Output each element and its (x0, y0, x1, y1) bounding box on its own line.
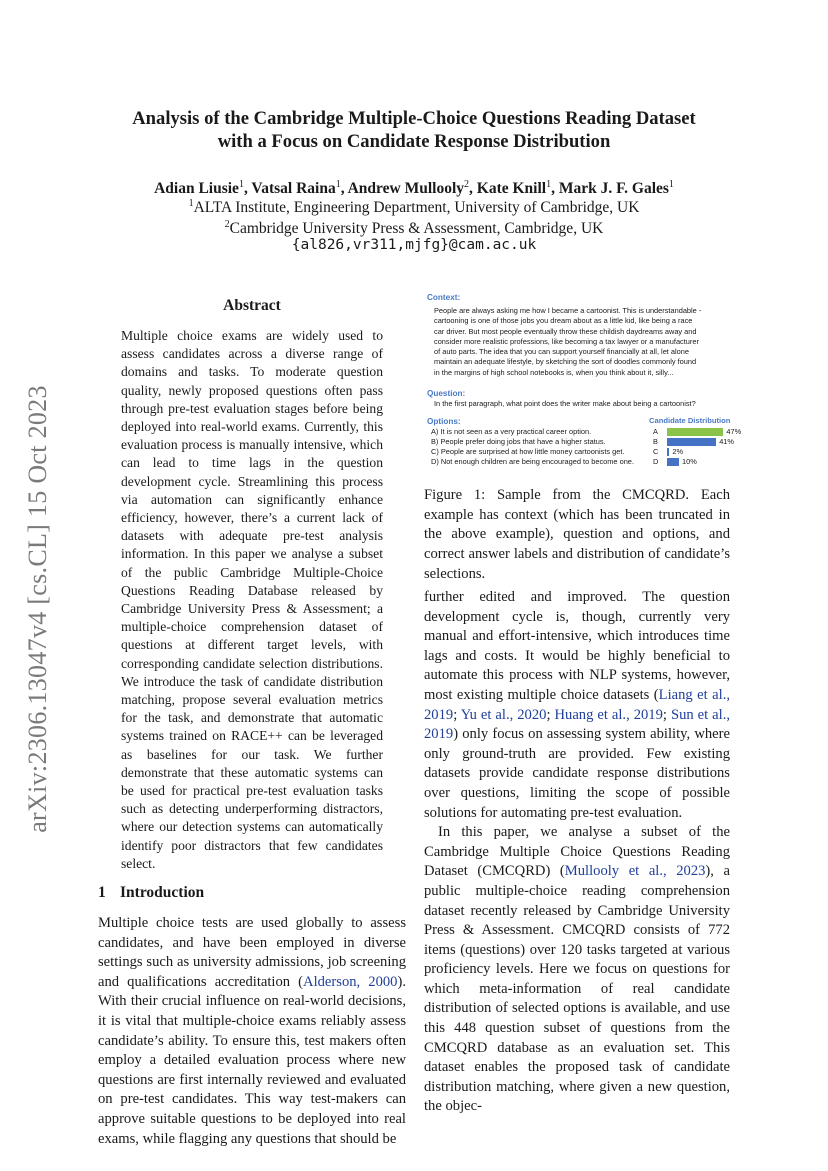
author-name: Andrew Mullooly (347, 180, 465, 198)
arxiv-identifier (22, 366, 54, 852)
section-number: 1 (98, 884, 106, 902)
question-label: Question: (427, 389, 466, 398)
bar-b (667, 438, 716, 446)
paper-title (90, 107, 738, 153)
author-affiliation-mark: 1 (238, 179, 244, 190)
context-line: People are always asking me how I became a cartoonist. This is understandable - (434, 306, 702, 315)
bar-value-label: 47% (726, 427, 742, 436)
bar-category-label: C (653, 447, 659, 456)
context-line: of auto parts. The idea that you can support yourself financially at all, let alone (434, 347, 689, 357)
body-text-part: ) only focus on assessing system ability, where only ground-truth are provided. Few existing datasets provide candidate response distributions over questions, limiting the scope of possible solutions for automating pre-test evaluation. (424, 726, 730, 821)
bar-value-label: 10% (682, 457, 697, 466)
intro-text-part: Multiple choice tests are used globally to assess candidates, and have been employed in diverse settings such as university admissions, job screening and qualifications accreditation ( (98, 915, 406, 990)
context-line: cartooning is one of those jobs you dream about as a little kid, like being a race (434, 316, 693, 326)
body-paragraph (424, 823, 730, 1117)
author-affiliation-mark: 1 (335, 179, 341, 190)
figure-question (427, 389, 732, 409)
body-text-part: ), a public multiple-choice reading comprehension dataset recently released by Cambridge University Press & Assessment. CMCQRD consists of 772 items (questions) over 120 tasks targeted at various proficiency levels. Here we focus on questions for which meta-information of real candidate distribution of selected options is available, and use this 448 question subset of questions from the CMCQRD database as an evaluation set. This dataset enables the proposed task of candidate distribution matching, where given a new question, the objec- (424, 863, 730, 1115)
option-item: D) Not enough children are being encouraged to become one. (431, 457, 634, 466)
citation-link[interactable]: Liang et al., 2019 (424, 686, 730, 723)
figure-caption: Figure 1: Sample from the CMCQRD. Each example has context (which has been truncated in the above example), question and options, and correct answer labels and distribution of candidate’s selections. (424, 487, 730, 582)
title-line-2: with a Focus on Candidate Response Distribution (217, 131, 611, 152)
context-line: consider more realistic professions, like becoming a tax lawyer or a manufacturer (434, 336, 699, 346)
affiliation-text: ALTA Institute, Engineering Department, University of Cambridge, UK (193, 199, 640, 217)
author-affiliation-mark: 1 (546, 179, 552, 190)
right-column (424, 588, 730, 1117)
context-label: Context: (427, 293, 461, 302)
abstract-text: Multiple choice exams are widely used to assess candidates across a diverse range of domains and tasks. To moderate question quality, newly proposed questions often pass through pre-test evaluation stages before being deployed into real-world exams. Currently, this evaluation process is manually intensive, which can lead to time lags in the question development cycle. Streamlining this process via automation can significantly enhance efficiency, however, there’s a current lack of datasets with adequate pre-test analysis information. In this paper we analyse a subset of the public Cambridge Multiple-Choice Questions Reading Database released by Cambridge University Press & Assessment; a multiple-choice comprehension dataset of questions at different target levels, with corresponding candidate selection distributions. We introduce the task of candidate distribution matching, propose several evaluation metrics for the task, and demonstrate that automatic systems trained on RACE++ can be leveraged as baselines for our task. We further demonstrate that these automatic systems can be used for practical pre-test evaluation tasks such as detecting underperforming distractors, where our detection systems can automatically identify poor distractors that few candidates select. (121, 328, 383, 871)
author-name: Adian Liusie (154, 180, 239, 198)
body-text-part: In this paper, we analyse a subset of the Cambridge Multiple Choice Questions Reading Dataset (CMCQRD) ( (424, 824, 730, 880)
citation-link[interactable]: Mullooly et al., 2023 (564, 863, 706, 880)
author-name: Mark J. F. Gales (558, 180, 669, 198)
intro-text-part: ). With their crucial influence on real-world decisions, it is vital that multiple-choice exams reliably assess candidate’s ability. To ensure this, test makers often employ a detailed evaluation process where new questions are first internally reviewed and evaluated on pre-test candidates. This way test-makers can approve suitable questions to be deployed into real exams, while flagging any questions that should be (98, 973, 406, 1147)
left-column (98, 296, 406, 1149)
chart-title: Candidate Distribution (649, 416, 731, 425)
option-item: C) People are surprised at how little money cartoonists get. (431, 447, 625, 456)
option-item: A) It is not seen as a very practical career option. (431, 427, 592, 436)
body-text-part: further edited and improved. The question development cycle is, though, currently very manual and effort-intensive, which introduces time lags and costs. It would be highly beneficial to automate this process with NLP systems, however, most existing multiple choice datasets ( (424, 589, 730, 703)
bar-value-label: 2% (672, 447, 684, 456)
figure-context (427, 293, 732, 378)
citation-link[interactable]: Yu et al., 2020 (460, 706, 547, 723)
citation-link[interactable]: Huang et al., 2019 (554, 706, 663, 723)
author-affiliation-mark: 2 (464, 179, 470, 190)
body-paragraph: further edited and improved. The question development cycle is, though, currently very manual and effort-intensive, which introduces time lags and costs. It would be highly beneficial to automate this process with NLP systems, however, most existing multiple choice datasets (Liang et al., 2019; Yu et al., 2020; Huang et al., 2019; Sun et al., 2019) only focus on assessing system ability, where only ground-truth are provided. Few existing datasets provide candidate response distributions over questions, limiting the scope of possible solutions for automating pre-test evaluation. (424, 589, 731, 821)
author-list: Adian Liusie$^1$, Vatsal Raina$^1$, Andrew Mullooly$^2$, Kate Knill$^1$, Mark J. F. Gales$^1$ (154, 179, 674, 198)
section-heading-introduction (98, 883, 406, 903)
affiliation-number: 2 (224, 219, 230, 230)
bar-c (667, 448, 669, 456)
affiliation-number: 1 (188, 198, 194, 209)
bar-a (667, 428, 723, 436)
section-title: Introduction (120, 884, 205, 902)
citation-link[interactable]: Alderson, 2000 (303, 973, 398, 990)
citation-link[interactable]: Sun et al., 2019 (424, 706, 731, 743)
abstract-heading: Abstract (223, 297, 281, 314)
bar-category-label: B (653, 437, 658, 446)
author-affiliation-mark: 1 (668, 179, 674, 190)
author-name: Vatsal Raina (251, 180, 336, 198)
bar-d (667, 458, 679, 466)
arxiv-identifier-text: arXiv:2306.13047v4 [cs.CL] 15 Oct 2023 (23, 385, 52, 833)
question-text: In the first paragraph, what point does the writer make about being a cartoonist? (434, 399, 696, 408)
bar-category-label: D (653, 457, 659, 466)
context-line: in the margins of high school notebooks is, when you think about it, silly... (434, 367, 674, 377)
options-label: Options: (427, 417, 461, 426)
figure-1 (424, 293, 742, 473)
affiliation-text: Cambridge University Press & Assessment, Cambridge, UK (229, 220, 604, 238)
author-name: Kate Knill (476, 180, 547, 198)
context-text (427, 306, 732, 378)
title-line-1: Analysis of the Cambridge Multiple-Choice Questions Reading Dataset (132, 108, 696, 129)
bar-value-label: 41% (719, 437, 734, 446)
option-item: B) People prefer doing jobs that have a higher status. (431, 437, 606, 446)
bar-category-label: A (653, 427, 658, 436)
context-line: car driver. But most people eventually throw these childish daydreams away and (434, 326, 697, 336)
author-emails: {al826,vr311,mjfg}@cam.ac.uk (291, 237, 537, 253)
context-line: maintain an adequate lifestyle, by sketching the sort of doodles commonly found (434, 357, 697, 367)
intro-paragraph (98, 914, 406, 1149)
